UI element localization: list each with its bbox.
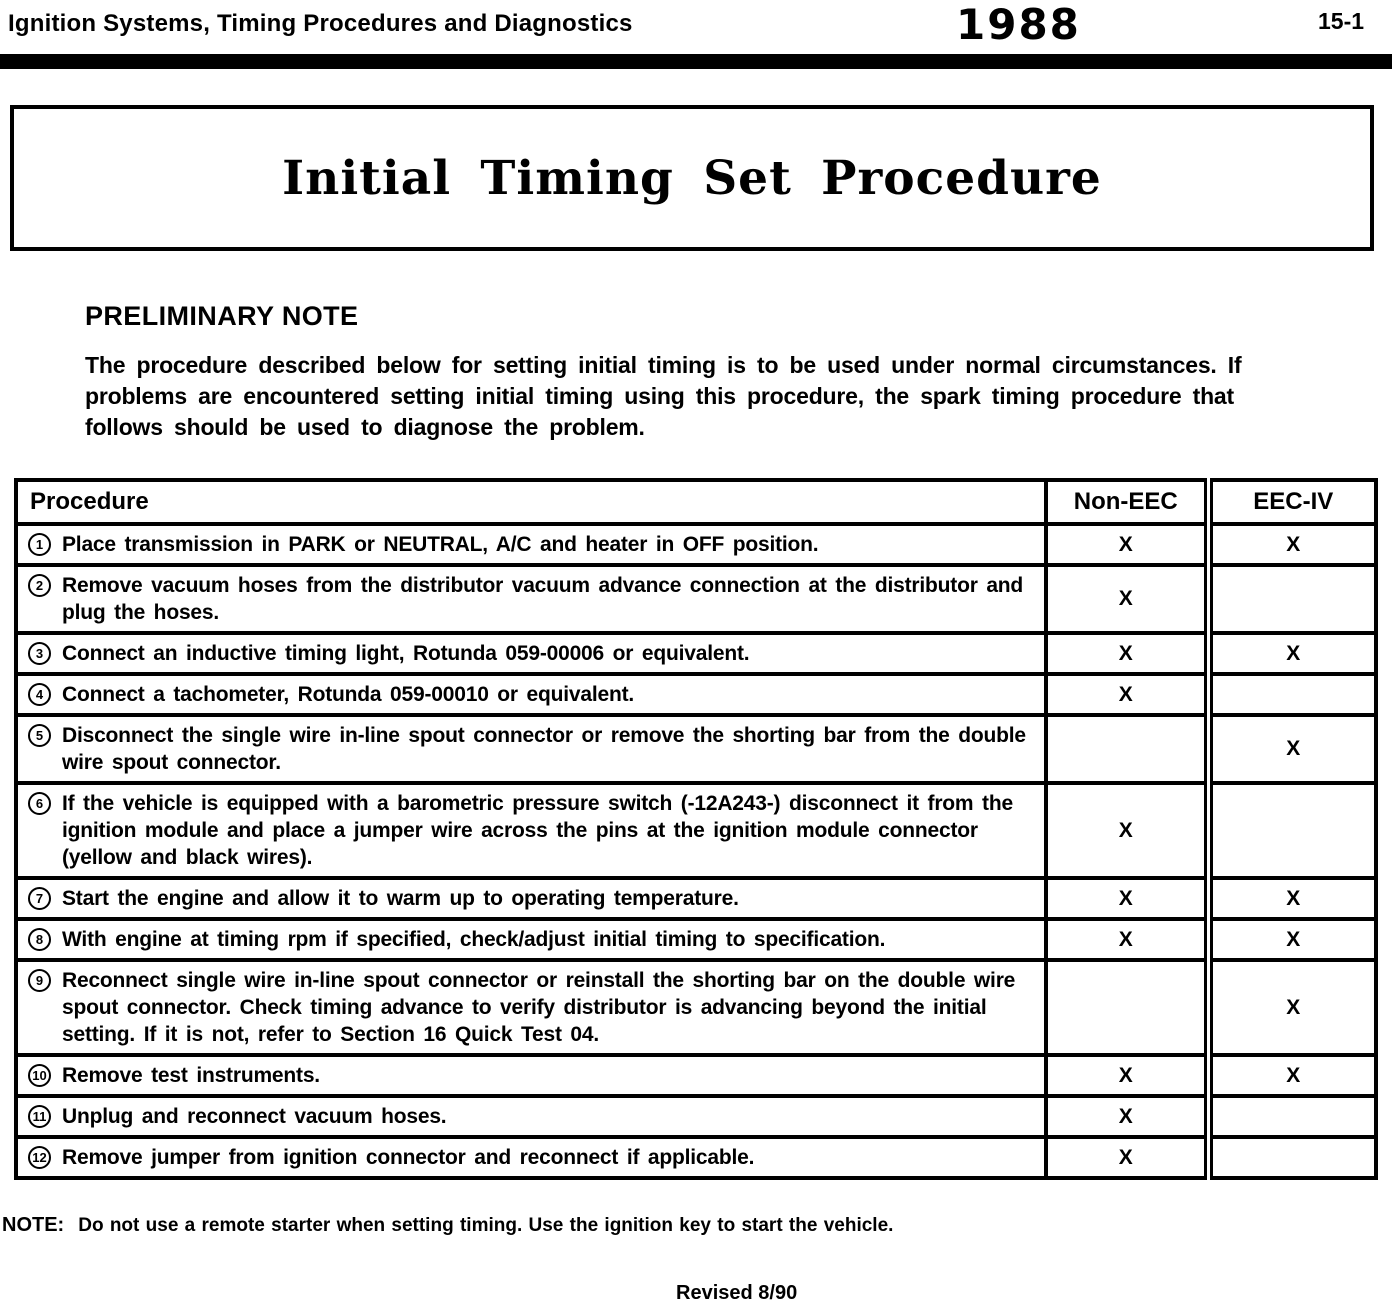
step-text: Connect a tachometer, Rotunda 059-00010 or equivalent. xyxy=(62,683,635,706)
table-row xyxy=(16,633,1376,674)
step-number: 12 xyxy=(28,1146,51,1169)
table-header-row xyxy=(16,480,1376,524)
step-text: With engine at timing rpm if specified, check/adjust initial timing to specification. xyxy=(62,928,886,951)
eec-iv-mark xyxy=(1208,1137,1376,1178)
non-eec-mark: X xyxy=(1046,565,1208,633)
title-box xyxy=(10,105,1374,251)
procedure-table xyxy=(14,478,1378,1180)
header-page-number: 15-1 xyxy=(1318,8,1365,34)
page-title: Initial Timing Set Procedure xyxy=(282,150,1102,206)
step-number: 9 xyxy=(28,969,51,992)
table-row xyxy=(16,674,1376,715)
header-year: 1988 xyxy=(956,0,1081,49)
table-row xyxy=(16,783,1376,878)
eec-iv-mark: X xyxy=(1208,715,1376,783)
step-text: Reconnect single wire in-line spout connector or reinstall the shorting bar on the double wire spout connector. Check timing advance to verify distributor is advancing beyond the initial setting. If it is not, refer to Section 16 Quick Test 04. xyxy=(62,969,1016,1046)
non-eec-mark xyxy=(1046,960,1208,1055)
non-eec-mark: X xyxy=(1046,674,1208,715)
non-eec-mark: X xyxy=(1046,919,1208,960)
table-row xyxy=(16,1055,1376,1096)
step-number: 2 xyxy=(28,574,51,597)
step-text: Remove test instruments. xyxy=(62,1064,320,1087)
eec-iv-mark: X xyxy=(1208,960,1376,1055)
non-eec-mark: X xyxy=(1046,1096,1208,1137)
step-text: Remove vacuum hoses from the distributor vacuum advance connection at the distributor and plug the hoses. xyxy=(62,574,1024,624)
non-eec-mark: X xyxy=(1046,633,1208,674)
step-text: Unplug and reconnect vacuum hoses. xyxy=(62,1105,447,1128)
footnote-label: NOTE: xyxy=(2,1214,65,1236)
step-text: Connect an inductive timing light, Rotunda 059-00006 or equivalent. xyxy=(62,642,750,665)
non-eec-mark: X xyxy=(1046,524,1208,565)
revision-footer: Revised 8/90 xyxy=(676,1282,798,1304)
table-row xyxy=(16,878,1376,919)
column-header-procedure: Procedure xyxy=(16,480,1046,524)
table-row xyxy=(16,919,1376,960)
table-row xyxy=(16,1096,1376,1137)
step-number: 4 xyxy=(28,683,51,706)
table-row xyxy=(16,524,1376,565)
step-number: 1 xyxy=(28,533,51,556)
non-eec-mark: X xyxy=(1046,783,1208,878)
step-text: Start the engine and allow it to warm up to operating temperature. xyxy=(62,887,739,910)
step-number: 8 xyxy=(28,928,51,951)
table-row xyxy=(16,565,1376,633)
non-eec-mark: X xyxy=(1046,1137,1208,1178)
step-text: Place transmission in PARK or NEUTRAL, A/C and heater in OFF position. xyxy=(62,533,819,556)
step-text: Remove jumper from ignition connector and reconnect if applicable. xyxy=(62,1146,755,1169)
eec-iv-mark xyxy=(1208,783,1376,878)
eec-iv-mark xyxy=(1208,674,1376,715)
non-eec-mark: X xyxy=(1046,878,1208,919)
footnote-text: Do not use a remote starter when setting timing. Use the ignition key to start the vehicle. xyxy=(78,1215,894,1236)
step-number: 7 xyxy=(28,887,51,910)
table-row xyxy=(16,960,1376,1055)
eec-iv-mark: X xyxy=(1208,1055,1376,1096)
table-row xyxy=(16,715,1376,783)
step-text: If the vehicle is equipped with a barometric pressure switch (-12A243-) disconnect it from the ignition module and place a jumper wire across the pins at the ignition module connector (yellow and black wires). xyxy=(62,792,1013,869)
step-number: 5 xyxy=(28,724,51,747)
column-header-non-eec: Non-EEC xyxy=(1046,480,1208,524)
column-header-eec-iv: EEC-IV xyxy=(1208,480,1376,524)
step-number: 10 xyxy=(28,1064,51,1087)
eec-iv-mark: X xyxy=(1208,633,1376,674)
step-number: 6 xyxy=(28,792,51,815)
non-eec-mark: X xyxy=(1046,1055,1208,1096)
eec-iv-mark: X xyxy=(1208,878,1376,919)
eec-iv-mark xyxy=(1208,1096,1376,1137)
eec-iv-mark xyxy=(1208,565,1376,633)
step-text: Disconnect the single wire in-line spout connector or remove the shorting bar from the double wire spout connector. xyxy=(62,724,1026,774)
header-rule xyxy=(0,54,1392,69)
non-eec-mark xyxy=(1046,715,1208,783)
step-number: 11 xyxy=(28,1105,51,1128)
table-row xyxy=(16,1137,1376,1178)
preliminary-note-heading: PRELIMINARY NOTE xyxy=(85,301,359,331)
preliminary-note-body: The procedure described below for setting initial timing is to be used under normal circumstances. If problems are encountered setting initial timing using this procedure, the spark timing procedure that follows should be used to diagnose the problem. xyxy=(85,352,1242,440)
step-number: 3 xyxy=(28,642,51,665)
eec-iv-mark: X xyxy=(1208,524,1376,565)
header-section-title: Ignition Systems, Timing Procedures and Diagnostics xyxy=(8,10,633,37)
footnote xyxy=(2,1214,893,1237)
eec-iv-mark: X xyxy=(1208,919,1376,960)
